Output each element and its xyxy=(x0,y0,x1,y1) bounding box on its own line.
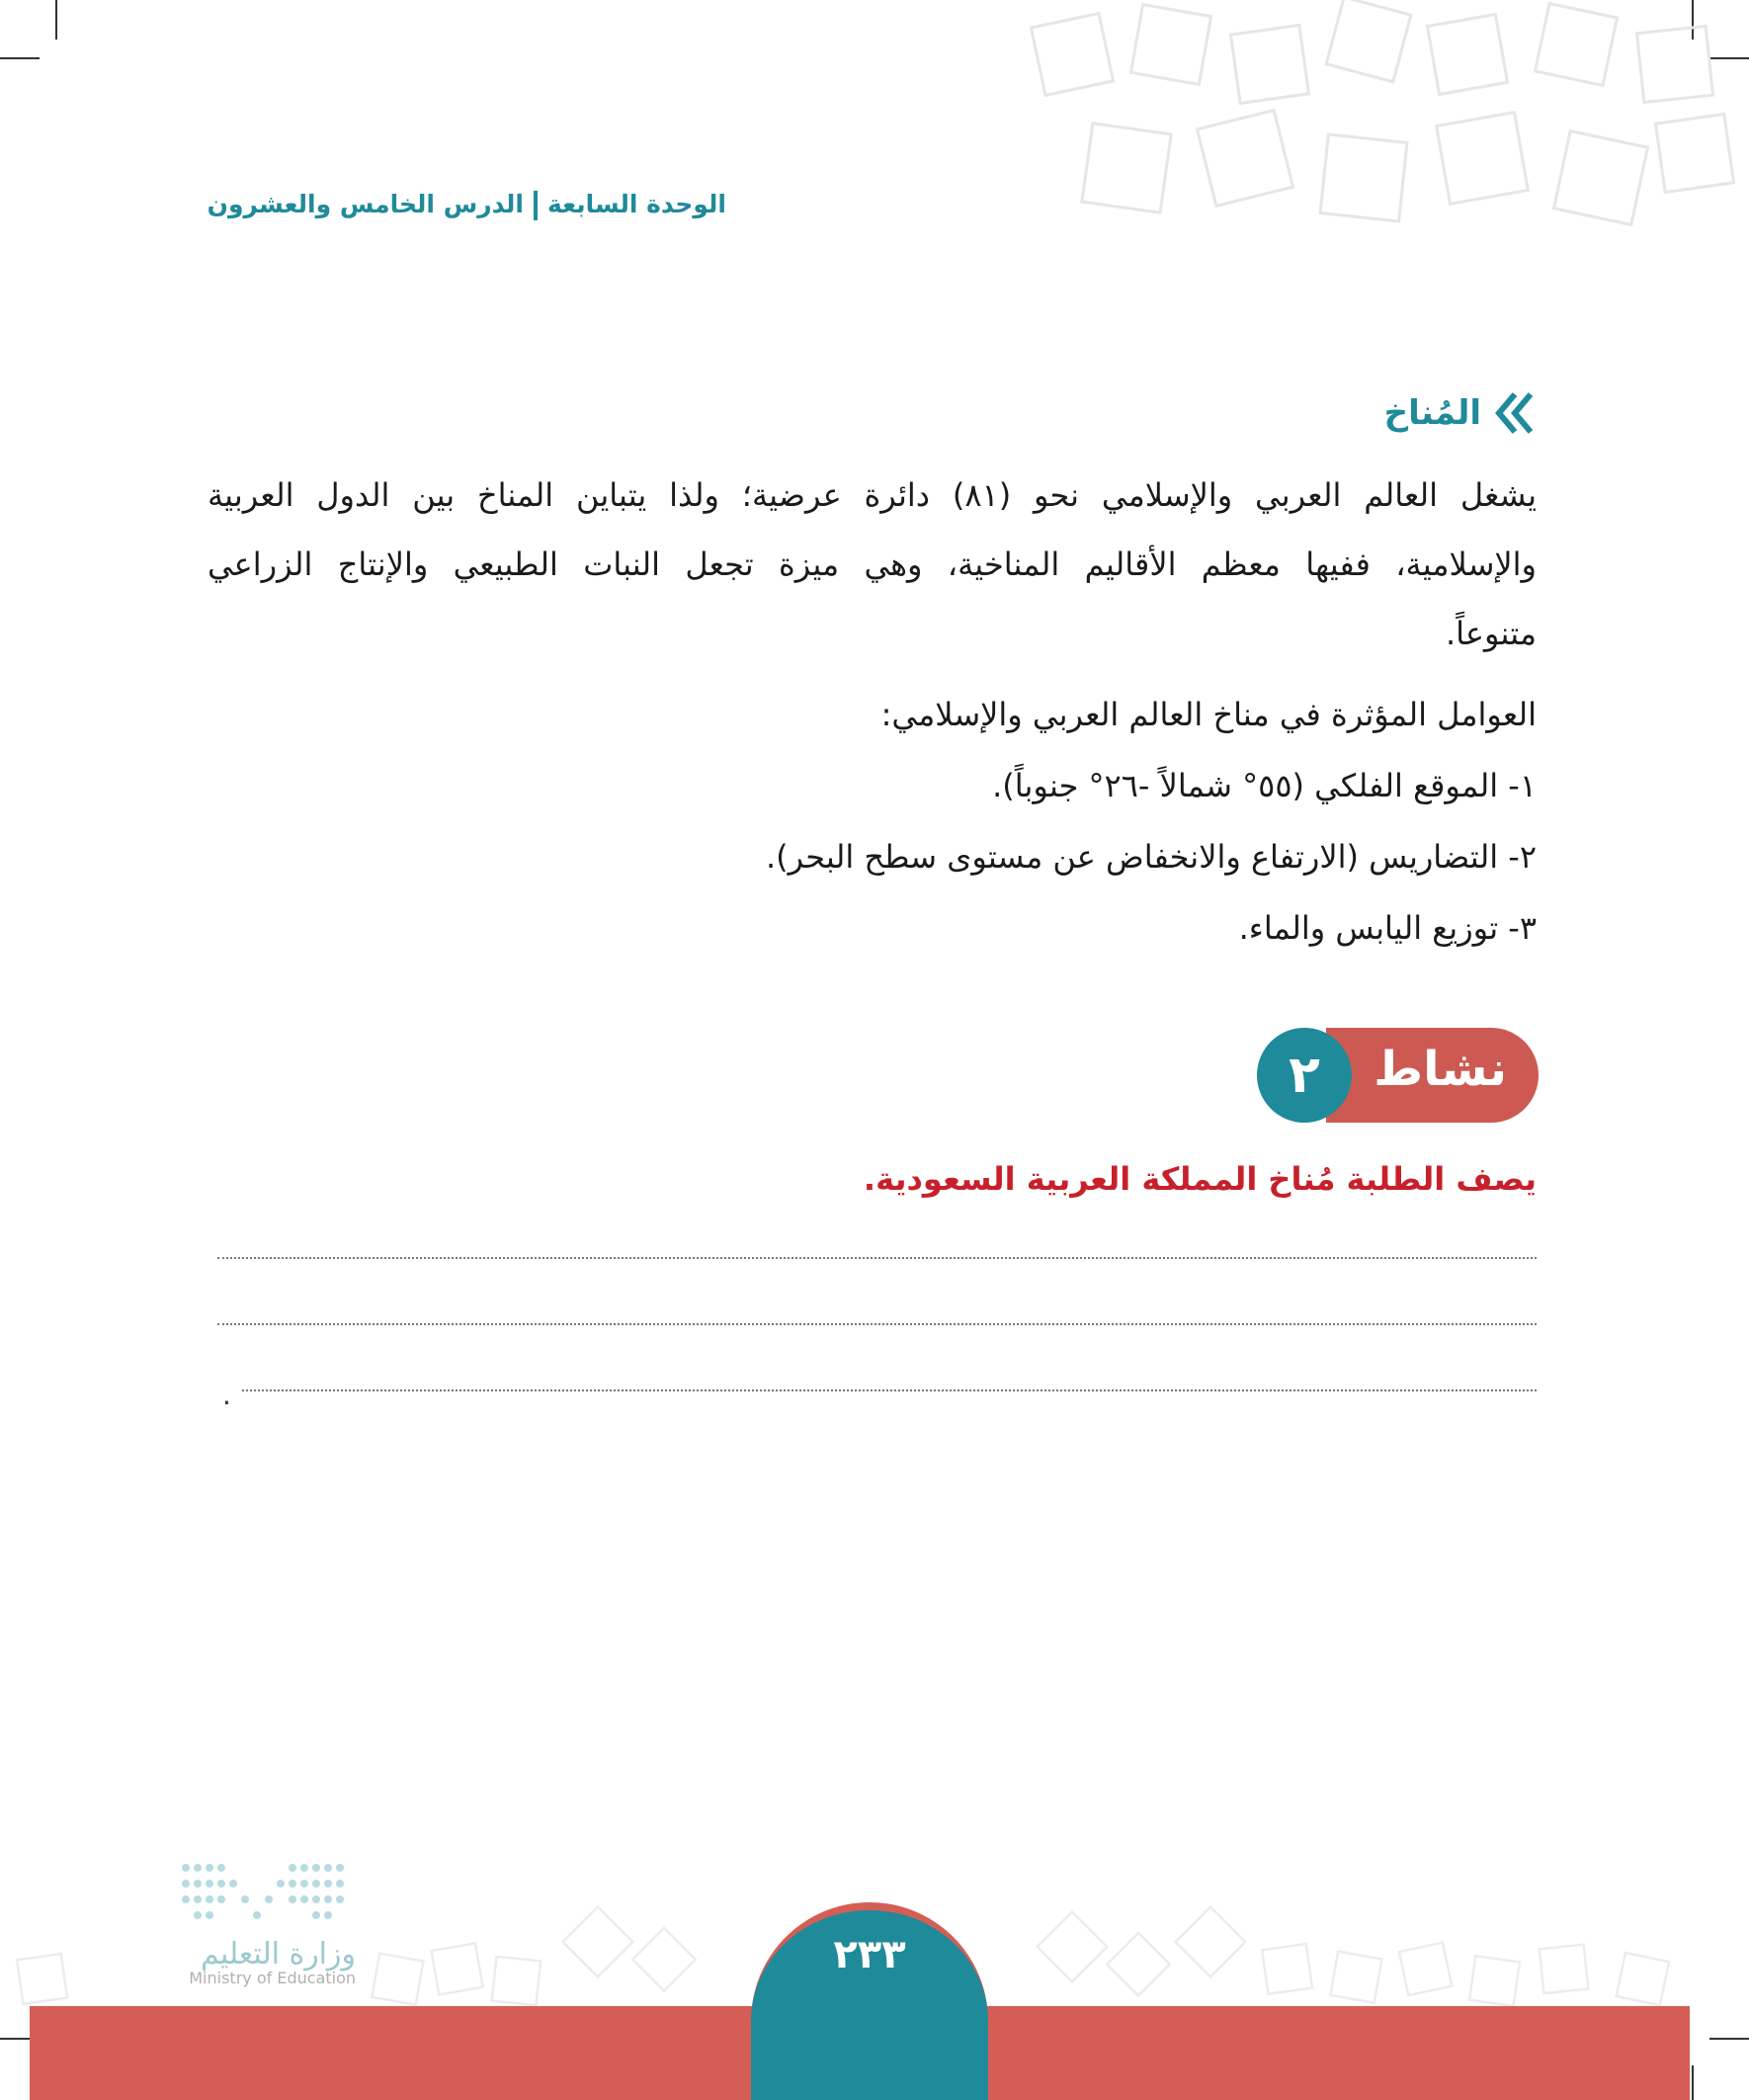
section-heading xyxy=(1384,390,1537,436)
activity-number: ٢ xyxy=(1257,1028,1352,1123)
decorative-pattern-top xyxy=(988,0,1749,277)
section-title: المُناخ xyxy=(1383,393,1481,433)
crop-mark xyxy=(55,0,57,40)
running-header xyxy=(208,190,726,220)
ministry-logo xyxy=(99,1858,356,2001)
double-chevron-left-icon xyxy=(1493,390,1537,436)
paragraph-line: متنوعاً. xyxy=(1446,615,1537,652)
factors-list xyxy=(208,679,1537,964)
climate-paragraph xyxy=(208,461,1537,668)
activity-label-pill xyxy=(1326,1028,1539,1123)
paragraph-line: يشغل العالم العربي والإسلامي نحو (٨١) دائرة عرضية؛ ولذا يتباين المناخ بين الدول العربية xyxy=(208,476,1538,514)
activity-badge xyxy=(1257,1028,1539,1123)
logo-arabic-text: وزارة التعليم xyxy=(200,1937,356,1972)
answer-line[interactable] xyxy=(217,1257,1537,1259)
answer-line[interactable] xyxy=(217,1323,1537,1325)
list-item: ١- الموقع الفلكي (٥٥° شمالاً -٢٦° جنوباً). xyxy=(992,767,1537,804)
crop-mark xyxy=(1692,2065,1694,2100)
page-number: ٢٣٣ xyxy=(833,1932,906,1977)
activity-prompt: يصف الطلبة مُناخ المملكة العربية السعودية. xyxy=(863,1160,1537,1198)
header-separator xyxy=(534,191,538,220)
header-lesson: الدرس الخامس والعشرون xyxy=(207,190,524,218)
crop-mark xyxy=(0,57,40,59)
paragraph-line: والإسلامية، ففيها معظم الأقاليم المناخية، وهي ميزة تجعل النبات الطبيعي والإنتاج الزراعي xyxy=(208,546,1537,583)
ministry-logo-dots-icon xyxy=(99,1858,356,1932)
logo-english-text: Ministry of Education xyxy=(189,1969,356,1987)
list-item: ٢- التضاريس (الارتفاع والانخفاض عن مستوى سطح البحر). xyxy=(765,838,1537,876)
header-unit: الوحدة السابعة xyxy=(547,190,726,218)
answer-end-mark: . xyxy=(222,1379,231,1411)
answer-line[interactable] xyxy=(242,1389,1537,1391)
activity-label: نشاط xyxy=(1374,1042,1507,1097)
crop-mark xyxy=(1709,2038,1749,2040)
list-item: ٣- توزيع اليابس والماء. xyxy=(1238,909,1537,947)
factors-heading: العوامل المؤثرة في مناخ العالم العربي والإسلامي: xyxy=(880,696,1537,733)
